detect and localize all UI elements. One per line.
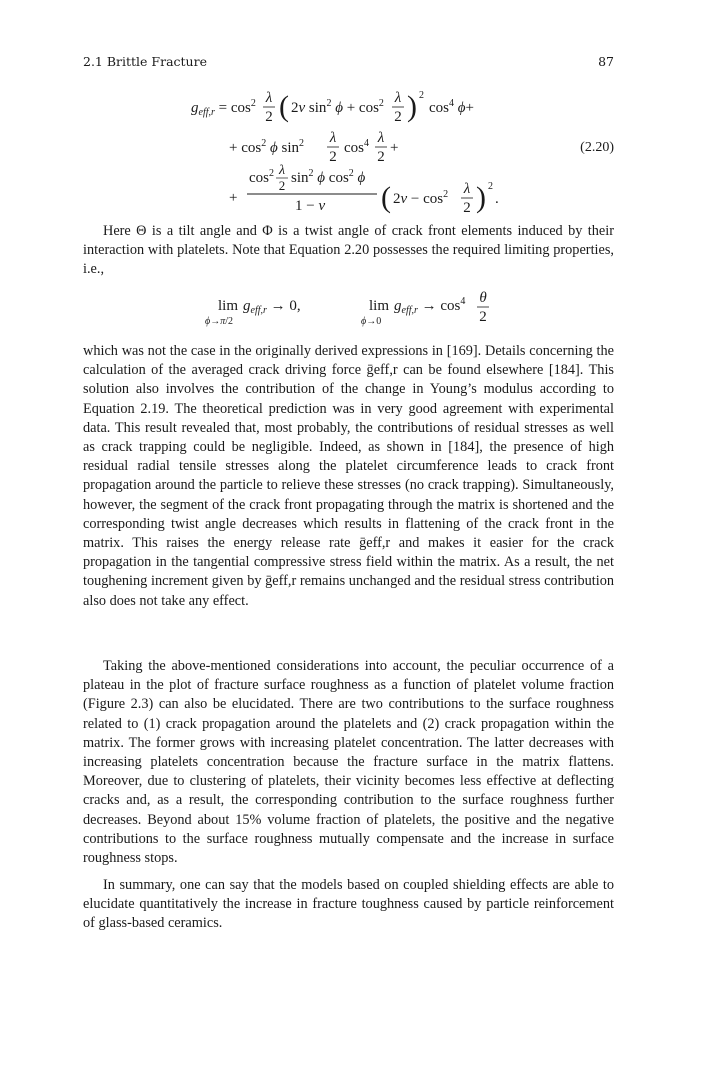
svg-text:): ): [476, 181, 486, 214]
svg-text:2: 2: [463, 200, 471, 216]
equation-2-20: [83, 86, 614, 216]
section-title: 2.1 Brittle Fracture: [83, 54, 207, 69]
equation-formula: [183, 86, 563, 216]
svg-text:2: 2: [488, 181, 493, 192]
svg-text:λ: λ: [329, 130, 337, 146]
page-number: 87: [598, 54, 614, 69]
paragraph-3: [83, 657, 614, 868]
svg-text:sin2 ϕ cos2 ϕ: $\sin^2 \phi$ $\cos^2 \phi$: [291, 168, 366, 186]
svg-text:.: .: [495, 191, 499, 207]
svg-text:cos4: $\cos^4$: [344, 138, 369, 156]
eq-line-3-plus: +: [229, 190, 238, 206]
svg-text:+: +: [390, 140, 399, 156]
eq-line-3-numer: $\cos^2$: [249, 168, 274, 186]
paragraph-3-text: Taking the above-mentioned considerations into account, the peculiar occurrence of a plateau in the plot of fracture surface roughness as a function of platelet volume fraction (Figure 2.3) can also be elucidated. There are two contributions to the surface roughness related to (1) crack propagation around the platelets and (2) crack propagation within the matrix. The former grows with increasing platelet concentration. The latter decreases with increasing platelets concentration because the fracture surface in the matrix flattens. Moreover, due to clustering of platelets, their vicinity becomes less effective at deflecting cracks and, as a result, the corresponding contribution to the surface roughness further decreases. Beyond about 15% volume fraction of platelets, the positive and the negative contributions to the surface roughness mutually compensate and the increase in surface roughness stops.: [83, 658, 614, 867]
eq-line-1-lhs: $g_{eff,r} = \cos^2$: [191, 98, 256, 118]
eq-line-3-denom: 1 − ν: [295, 198, 326, 214]
svg-text:λ: λ: [377, 130, 385, 146]
limit-formula: [83, 290, 614, 334]
svg-text:2: 2: [265, 109, 273, 125]
svg-text:θ: θ: [479, 290, 487, 306]
svg-text:2: 2: [329, 149, 337, 165]
svg-text:2: 2: [394, 109, 402, 125]
svg-text:λ: λ: [278, 163, 286, 178]
paragraph-4: [83, 876, 614, 934]
running-head: [83, 54, 614, 72]
svg-text:ϕ→0: ϕ→0: [361, 316, 382, 327]
svg-text:): ): [407, 90, 417, 123]
svg-text:(: (: [381, 181, 391, 214]
eq-line-1-tail: $\cos^4 \phi+$: [429, 98, 474, 116]
eq-line-3-inner: $2\nu - \cos^2$: [393, 189, 449, 207]
paragraph-1-text: Here Θ is a tilt angle and Φ is a twist angle of crack front elements induced by their interaction with platelets. Note that Equation 2.20 possesses the required limiting properties, i.e.,: [83, 223, 614, 278]
svg-text:2: 2: [419, 90, 424, 101]
svg-text:lim: lim: [218, 298, 239, 314]
eq-paren-open: (: [279, 90, 289, 123]
svg-text:λ: λ: [394, 90, 402, 106]
paragraph-1: [83, 222, 614, 280]
svg-text:2: 2: [377, 149, 385, 165]
paragraph-2: [83, 342, 614, 611]
svg-text:2: 2: [479, 309, 487, 325]
limit-expressions: [83, 290, 614, 334]
svg-text:λ: λ: [463, 181, 471, 197]
svg-text:geff,r → cos4: $g_{eff,r} \to \cos^4$: [394, 296, 466, 316]
svg-text:geff,r → 0,: $g_{eff,r} \to 0$,: [243, 298, 301, 316]
eq-line-1-inner: 2ν $\sin^2 \phi + \cos^2$: [291, 98, 384, 116]
paragraph-4-text: In summary, one can say that the models based on coupled shielding effects are able to elucidate quantitatively the increase in fracture toughness caused by particle reinforcement of glass-based ceramics.: [83, 877, 614, 932]
svg-text:2: 2: [278, 178, 286, 193]
eq-line-2: + $\cos^2 \phi$ $\sin^2$: [229, 138, 304, 156]
svg-text:lim: lim: [369, 298, 390, 314]
equation-number: (2.20): [580, 140, 614, 155]
eq-frac-lambda: λ: [265, 90, 273, 106]
svg-text:ϕ→π/2: ϕ→π/2: [205, 316, 233, 327]
paragraph-2-text: which was not the case in the originally derived expressions in [169]. Details concerning the calculation of the averaged crack driving force ḡeff,r can be found elsewhere [184]. This solution also involves the contribution of the change in Young’s modulus according to Equation 2.19. The theoretical prediction was in very good agreement with experimental data. This result revealed that, most probably, the contributions of residual stresses as well as crack trapping could be negligible. Indeed, as shown in [184], the presence of high residual radial tensile stresses along the platelet circumference leads to crack front propagation around the particle to relieve these stresses (no crack trapping). Simultaneously, however, the segment of the crack front propagating through the matrix is shortened and the corresponding twist angle decreases which results in flattening of the crack front in the matrix. This raises the energy release rate ḡeff,r and makes it easier for the crack propagation in the tangential compressive stress field within the matrix. As a result, the net toughening increment given by ḡeff,r remains unchanged and the residual stress contribution also does not take any effect.: [83, 343, 614, 609]
